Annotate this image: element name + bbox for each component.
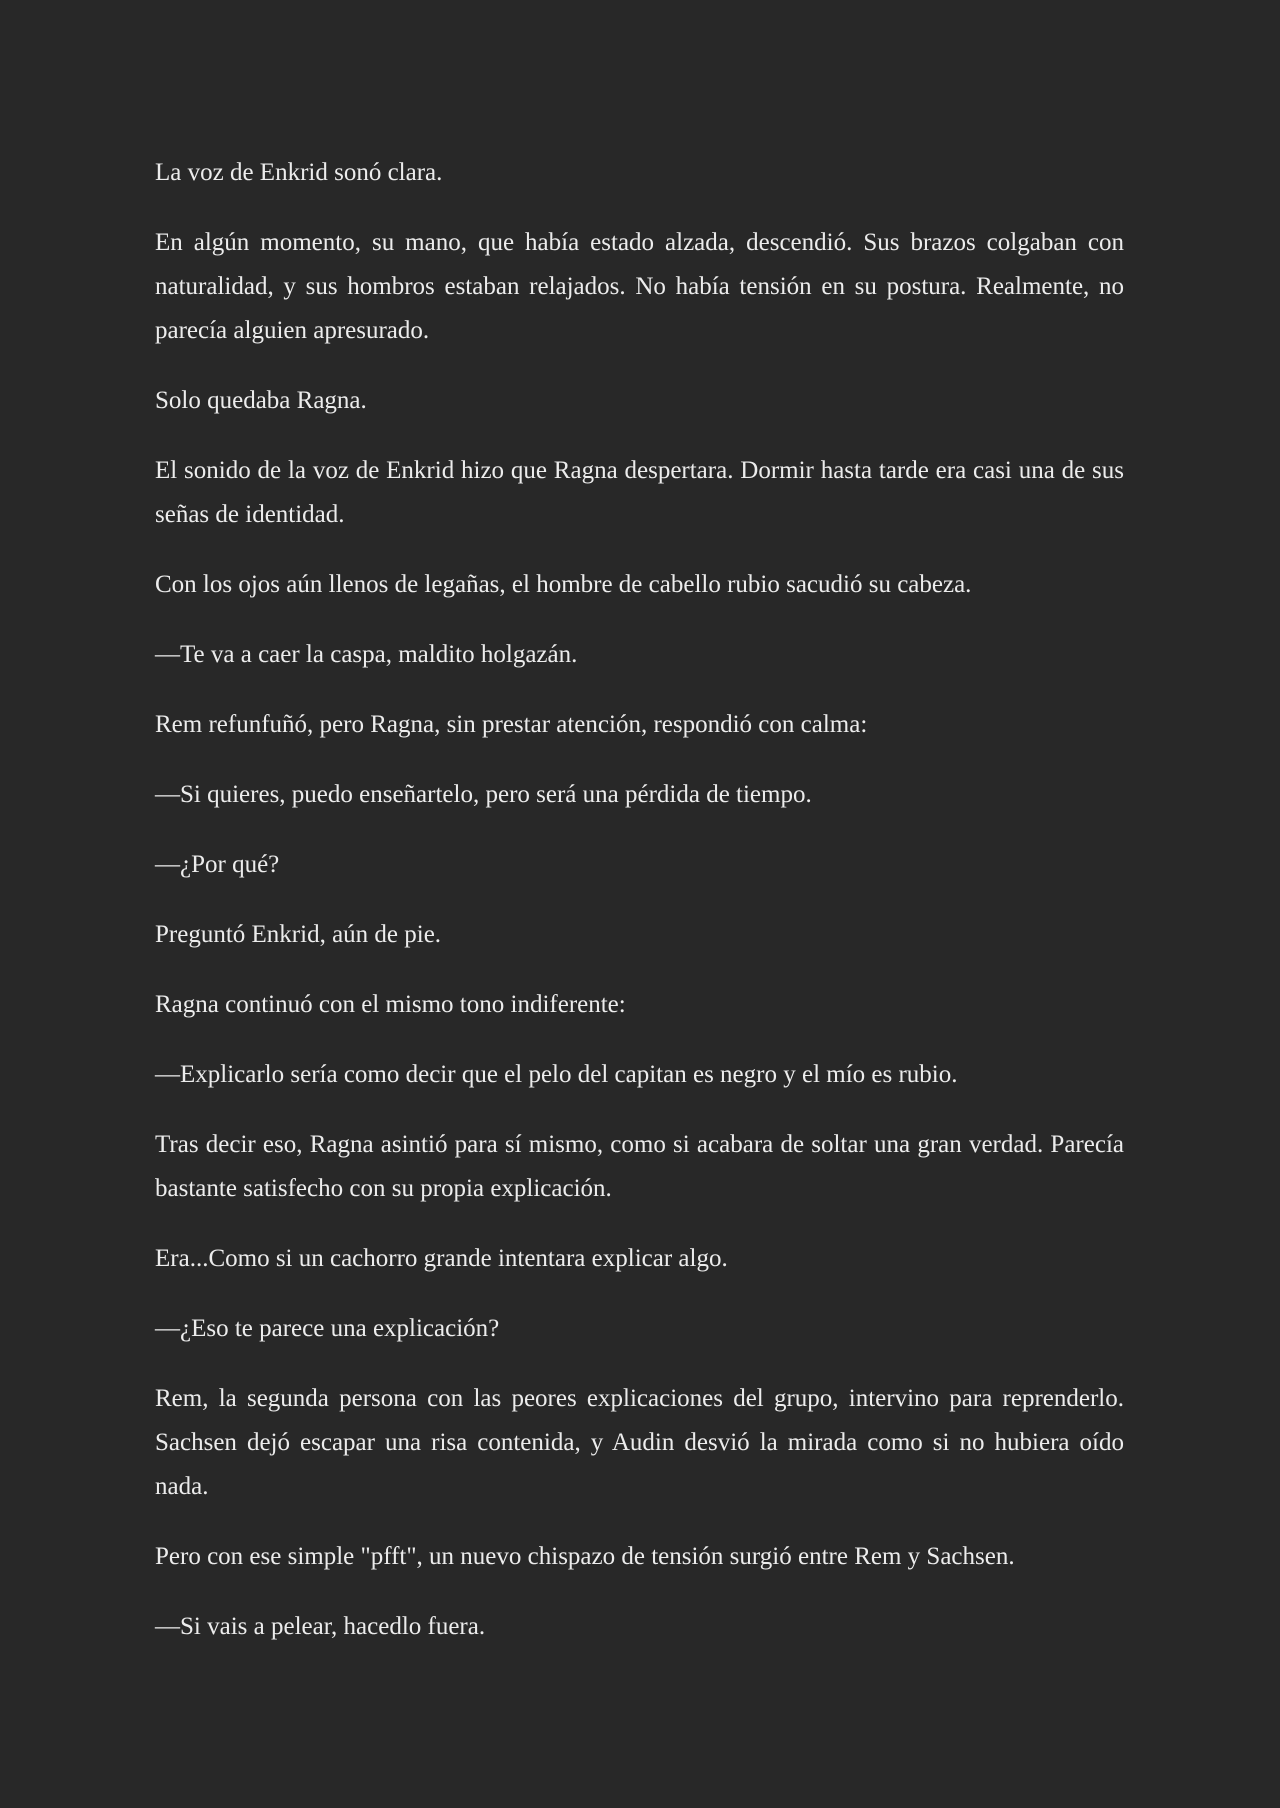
paragraph: Solo quedaba Ragna. — [155, 387, 367, 414]
paragraph: El sonido de la voz de Enkrid hizo que Ragna despertara. Dormir hasta tarde era casi una de sus señas de identidad. — [155, 457, 1131, 528]
paragraph: —Si vais a pelear, hacedlo fuera. — [155, 1613, 486, 1640]
paragraph: —Explicarlo sería como decir que el pelo del capitan es negro y el mío es rubio. — [155, 1061, 958, 1088]
paragraph: Pero con ese simple "pfft", un nuevo chispazo de tensión surgió entre Rem y Sachsen. — [155, 1543, 1015, 1570]
chapter-body — [155, 151, 1137, 1649]
paragraph: Rem refunfuñó, pero Ragna, sin prestar atención, respondió con calma: — [155, 711, 868, 738]
paragraph: Con los ojos aún llenos de legañas, el hombre de cabello rubio sacudió su cabeza. — [155, 571, 972, 598]
paragraph: Tras decir eso, Ragna asintió para sí mismo, como si acabara de soltar una gran verdad. Parecía bastante satisfecho con su propia explicación. — [155, 1131, 1131, 1202]
paragraph: En algún momento, su mano, que había estado alzada, descendió. Sus brazos colgaban con naturalidad, y sus hombros estaban relajados. No había tensión en su postura. Realmente, no parecía alguien apresurado. — [155, 229, 1131, 344]
paragraph: Rem, la segunda persona con las peores explicaciones del grupo, intervino para reprenderlo. Sachsen dejó escapar una risa contenida, y Audin desvió la mirada como si no hubiera oído nada. — [155, 1385, 1137, 1500]
paragraph: —¿Por qué? — [155, 851, 280, 878]
paragraph: La voz de Enkrid sonó clara. — [155, 159, 443, 186]
paragraph: Era...Como si un cachorro grande intentara explicar algo. — [155, 1245, 728, 1272]
paragraph: —Si quieres, puedo enseñartelo, pero será una pérdida de tiempo. — [155, 781, 812, 808]
paragraph: —¿Eso te parece una explicación? — [155, 1315, 500, 1342]
paragraph: Ragna continuó con el mismo tono indiferente: — [155, 991, 626, 1018]
paragraph: Preguntó Enkrid, aún de pie. — [155, 921, 442, 948]
paragraph: —Te va a caer la caspa, maldito holgazán. — [155, 641, 578, 668]
